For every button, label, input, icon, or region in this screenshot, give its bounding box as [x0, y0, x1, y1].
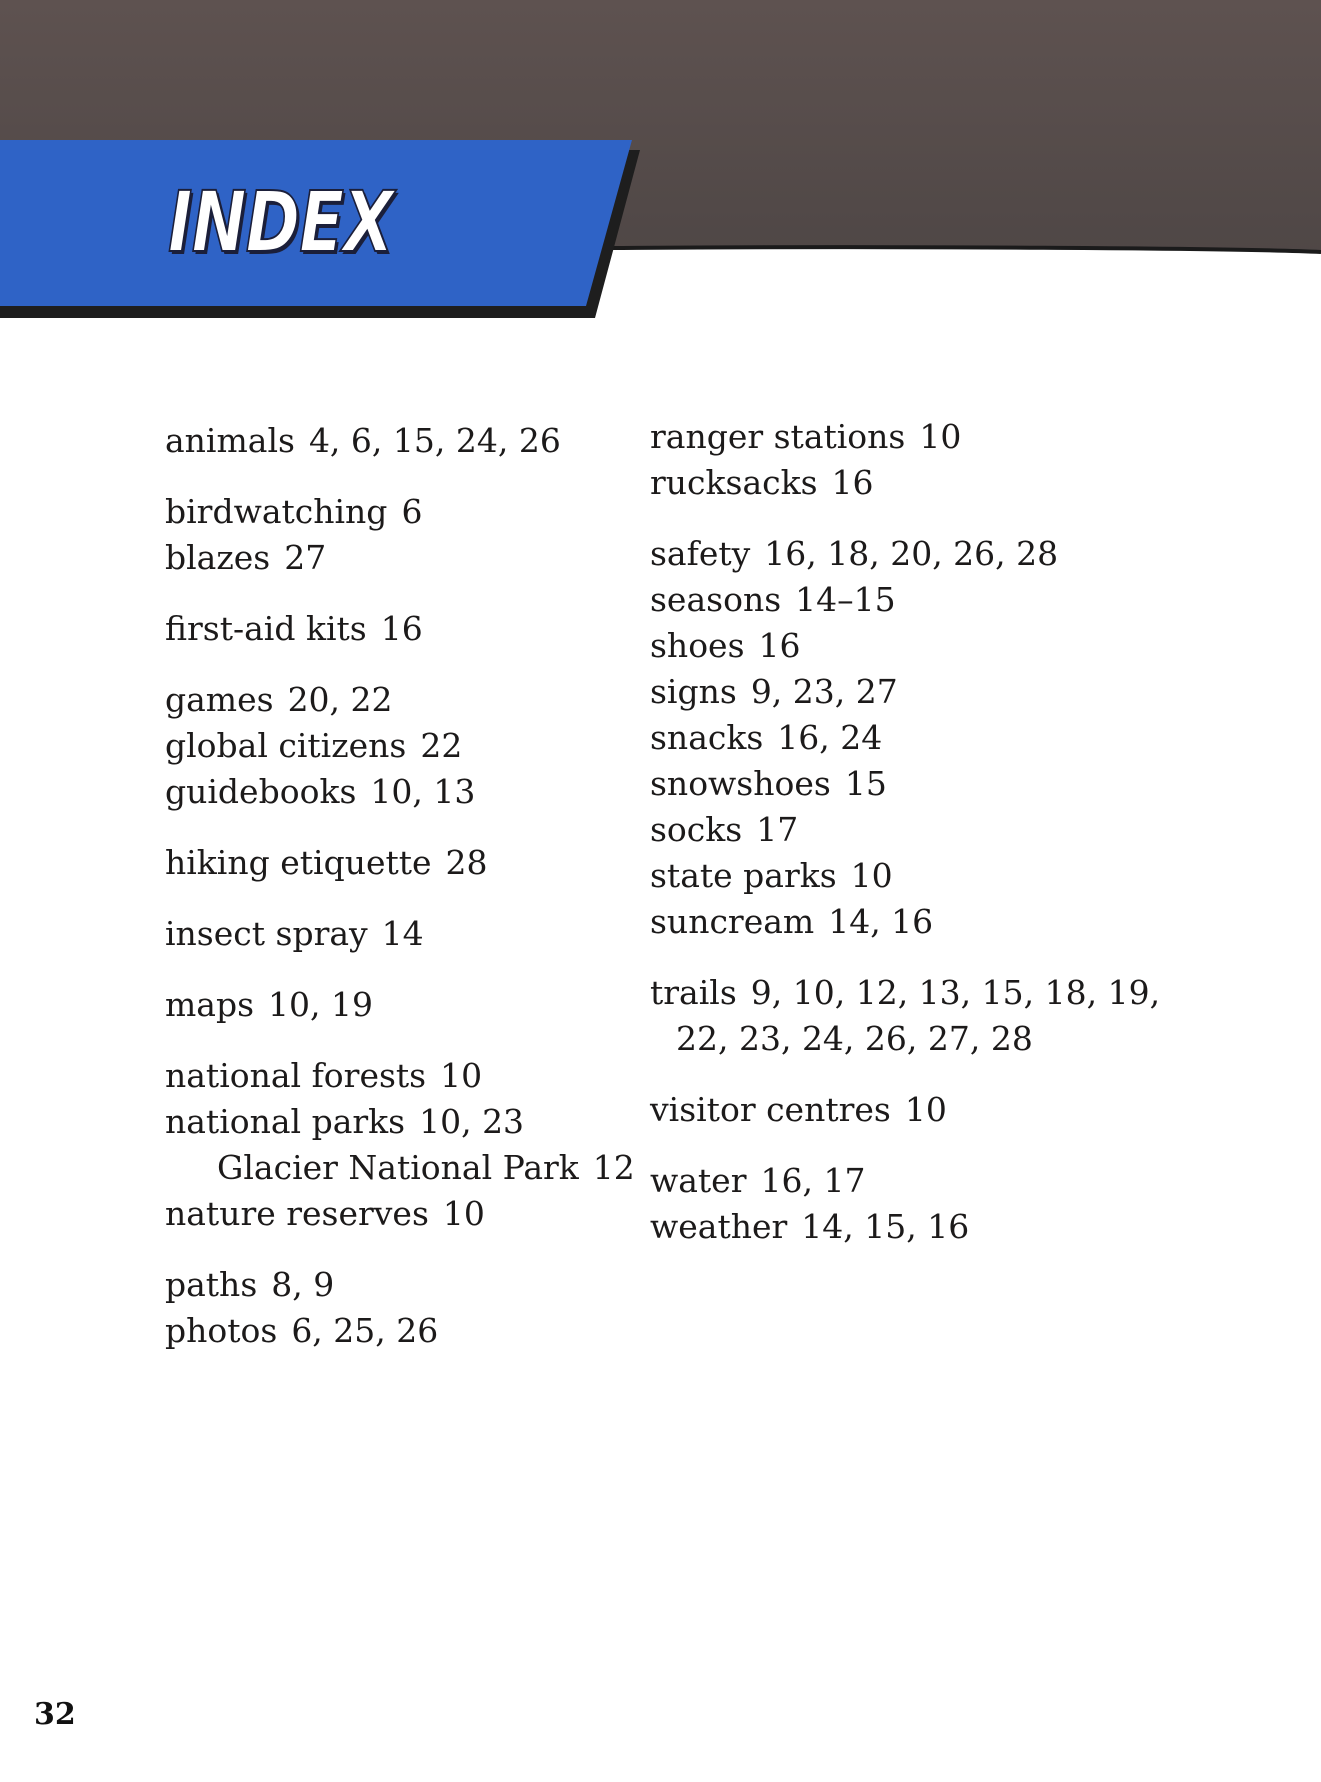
index-entry [165, 769, 635, 815]
index-term: birdwatching [165, 492, 388, 531]
index-pages: 10, 19 [268, 985, 373, 1024]
index-term: trails [650, 973, 737, 1012]
index-pages: 27 [284, 538, 327, 577]
index-group [165, 840, 635, 886]
index-pages: 9, 23, 27 [750, 672, 898, 711]
index-group [165, 418, 635, 464]
index-entry [650, 970, 1161, 1016]
index-term: paths [165, 1265, 258, 1304]
index-pages: 10 [850, 856, 893, 895]
index-pages: 4, 6, 15, 24, 26 [308, 421, 561, 460]
index-term: shoes [650, 626, 745, 665]
index-term: ranger stations [650, 417, 906, 456]
index-term: hiking etiquette [165, 843, 432, 882]
page-number: 32 [34, 1697, 76, 1732]
index-pages: 10, 13 [370, 772, 476, 811]
index-pages: 16 [831, 463, 874, 502]
index-term: insect spray [165, 914, 368, 953]
index-group [165, 677, 635, 815]
index-entry [650, 460, 1150, 506]
index-entry [165, 1191, 635, 1237]
index-entry [650, 414, 1150, 460]
index-pages: 16, 18, 20, 26, 28 [764, 534, 1059, 573]
index-term: visitor centres [650, 1090, 891, 1129]
index-term: snacks [650, 718, 764, 757]
index-term: guidebooks [165, 772, 357, 811]
index-pages: 16 [380, 609, 423, 648]
index-entry [165, 911, 635, 957]
index-entry [165, 677, 635, 723]
index-group [650, 414, 1150, 506]
index-pages: 22, 23, 24, 26, 27, 28 [676, 1019, 1033, 1058]
index-pages: 28 [445, 843, 488, 882]
index-pages: 9, 10, 12, 13, 15, 18, 19, [750, 973, 1161, 1012]
index-pages: 22 [420, 726, 463, 765]
index-pages: 14, 16 [828, 902, 934, 941]
index-entry [650, 1158, 1150, 1204]
index-entry [650, 531, 1150, 577]
index-subentry [165, 1145, 635, 1191]
index-group [165, 982, 635, 1028]
index-term: snowshoes [650, 764, 831, 803]
index-term: national forests [165, 1056, 427, 1095]
index-entry [650, 715, 1150, 761]
index-term: animals [165, 421, 295, 460]
index-group [165, 489, 635, 581]
index-term: global citizens [165, 726, 407, 765]
index-pages: 14, 15, 16 [801, 1207, 970, 1246]
index-entry [165, 1308, 635, 1354]
index-pages: 16 [758, 626, 801, 665]
index-entry [165, 840, 635, 886]
index-pages: 10, 23 [419, 1102, 525, 1141]
index-term: first-aid kits [165, 609, 367, 648]
index-entry [650, 623, 1150, 669]
index-entry [165, 1262, 635, 1308]
index-entry [650, 669, 1150, 715]
index-pages: 10 [442, 1194, 485, 1233]
index-term: maps [165, 985, 255, 1024]
index-term: seasons [650, 580, 782, 619]
index-pages: 14 [381, 914, 424, 953]
index-group [165, 1053, 635, 1237]
header-graphic [0, 0, 1321, 330]
index-entry [650, 1204, 1150, 1250]
index-group [650, 531, 1150, 945]
index-entry-continuation [650, 1016, 1150, 1062]
index-pages: 10 [440, 1056, 483, 1095]
index-pages: 15 [844, 764, 887, 803]
index-entry [165, 982, 635, 1028]
index-entry [165, 723, 635, 769]
index-group [650, 1087, 1150, 1133]
index-column-right [650, 414, 1161, 1275]
index-term: signs [650, 672, 737, 711]
index-pages: 10 [904, 1090, 947, 1129]
index-column-left [165, 418, 635, 1379]
index-entry [650, 761, 1150, 807]
index-pages: 10 [919, 417, 962, 456]
index-term: safety [650, 534, 751, 573]
index-entry [165, 489, 635, 535]
index-term: photos [165, 1311, 278, 1350]
index-pages: 6, 25, 26 [291, 1311, 439, 1350]
index-entry [165, 606, 635, 652]
index-term: nature reserves [165, 1194, 429, 1233]
index-pages: 16, 17 [760, 1161, 866, 1200]
index-entry [165, 535, 635, 581]
index-pages: 16, 24 [777, 718, 883, 757]
index-pages: 14–15 [795, 580, 896, 619]
index-entry [650, 1087, 1150, 1133]
index-group [165, 911, 635, 957]
header-divider [610, 247, 1321, 252]
index-group [650, 970, 1161, 1062]
index-entry [650, 577, 1150, 623]
index-term: water [650, 1161, 747, 1200]
index-term: socks [650, 810, 743, 849]
index-term: national parks [165, 1102, 406, 1141]
index-entry [165, 1053, 635, 1099]
header-band [0, 0, 1321, 330]
index-term: rucksacks [650, 463, 818, 502]
index-entry [650, 807, 1150, 853]
page-title: INDEX [168, 173, 393, 271]
index-term: blazes [165, 538, 271, 577]
index-entry [165, 418, 635, 464]
index-term: games [165, 680, 274, 719]
index-entry [165, 1099, 635, 1145]
index-term: state parks [650, 856, 837, 895]
index-entry [650, 853, 1150, 899]
index-group [165, 606, 635, 652]
index-group [165, 1262, 635, 1354]
index-pages: 12 [592, 1148, 635, 1187]
index-pages: 20, 22 [287, 680, 393, 719]
index-term: suncream [650, 902, 815, 941]
index-term: weather [650, 1207, 788, 1246]
index-entry [650, 899, 1150, 945]
index-pages: 17 [756, 810, 799, 849]
index-pages: 6 [401, 492, 423, 531]
index-group [650, 1158, 1150, 1250]
index-term: Glacier National Park [217, 1148, 579, 1187]
index-pages: 8, 9 [271, 1265, 335, 1304]
